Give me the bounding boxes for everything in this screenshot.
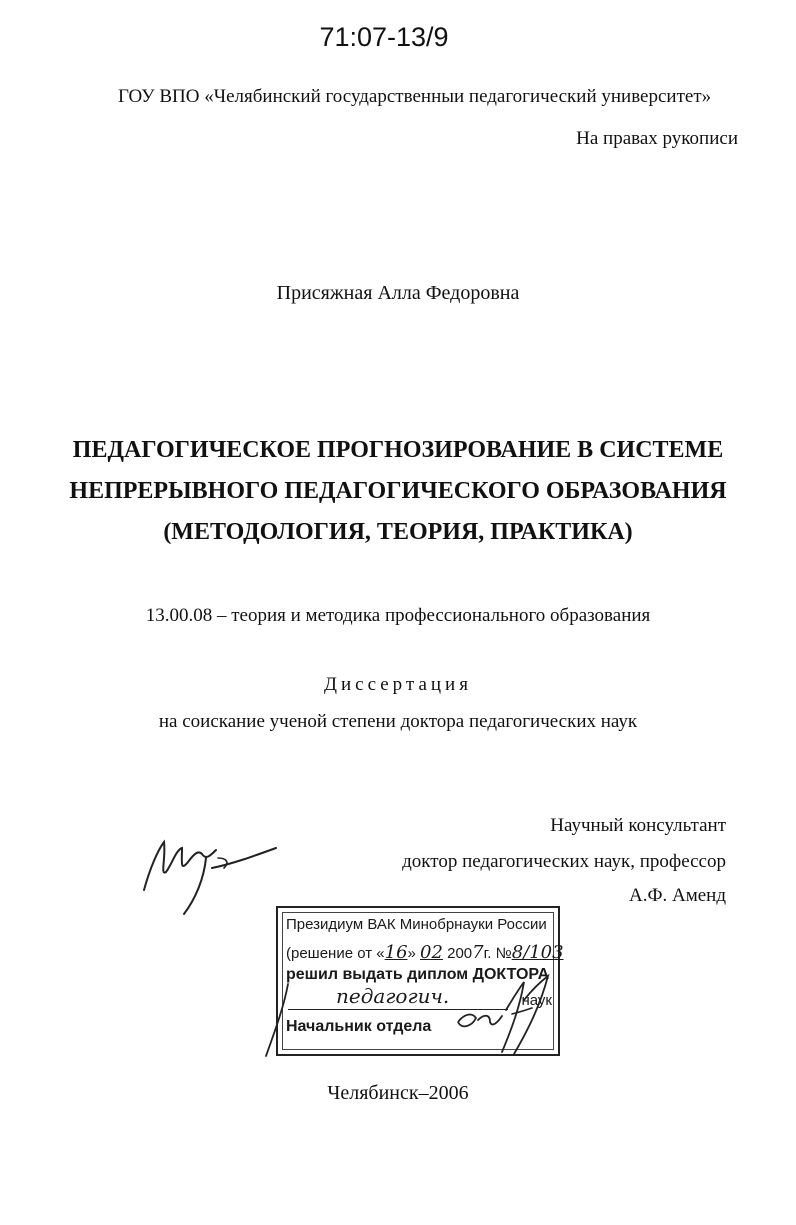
- stamp-authority: Президиум ВАК Минобрнауки России: [286, 916, 547, 933]
- title-line-1: ПЕДАГОГИЧЕСКОЕ ПРОГНОЗИРОВАНИЕ В СИСТЕМЕ: [72, 437, 724, 463]
- author-signature: [136, 828, 286, 920]
- stamp-year-digit: 7: [472, 942, 484, 963]
- degree-statement: на соискание ученой степени доктора педагогических наук: [158, 711, 638, 732]
- consultant-name: А.Ф. Аменд: [629, 885, 726, 906]
- stamp-day: 16: [384, 942, 408, 963]
- stamp-department-head: Начальник отдела: [286, 1018, 432, 1035]
- consultant-credentials: доктор педагогических наук, профессор: [402, 851, 726, 872]
- title-line-2: НЕПРЕРЫВНОГО ПЕДАГОГИЧЕСКОГО ОБРАЗОВАНИЯ: [69, 478, 727, 504]
- specialty-code: 13.00.08 – теория и методика профессионального образования: [145, 605, 651, 626]
- author-name: Присяжная Алла Федоровна: [276, 282, 520, 304]
- stamp-field: педагогич.: [336, 984, 450, 1008]
- stamp-month: 02: [420, 942, 443, 963]
- stamp-decision-prefix: (решение от «: [286, 945, 385, 962]
- document-type: Диссертация: [324, 674, 472, 695]
- consultant-role: Научный консультант: [550, 815, 726, 836]
- stamp-year-prefix: 200: [447, 945, 473, 962]
- city-year: Челябинск–2006: [327, 1082, 469, 1104]
- title-line-3: (МЕТОДОЛОГИЯ, ТЕОРИЯ, ПРАКТИКА): [163, 519, 633, 545]
- manuscript-rights: На правах рукописи: [576, 128, 738, 149]
- institution-name: ГОУ ВПО «Челябинский государственныи педагогический университет»: [118, 86, 712, 107]
- stamp-field-suffix: наук: [521, 992, 552, 1009]
- stamp-number: 8/103: [511, 942, 564, 963]
- stamp-signature: [262, 970, 552, 1062]
- stamp-decision-line: (решение от «16» 02 2007г. №8/103: [286, 942, 564, 963]
- document-code-text: 71:07-13/9: [319, 22, 449, 52]
- document-code: [0, 22, 796, 53]
- stamp-decision-text: решил выдать диплом ДОКТОРА: [286, 966, 550, 983]
- stamp-number-prefix: г. №: [483, 945, 512, 962]
